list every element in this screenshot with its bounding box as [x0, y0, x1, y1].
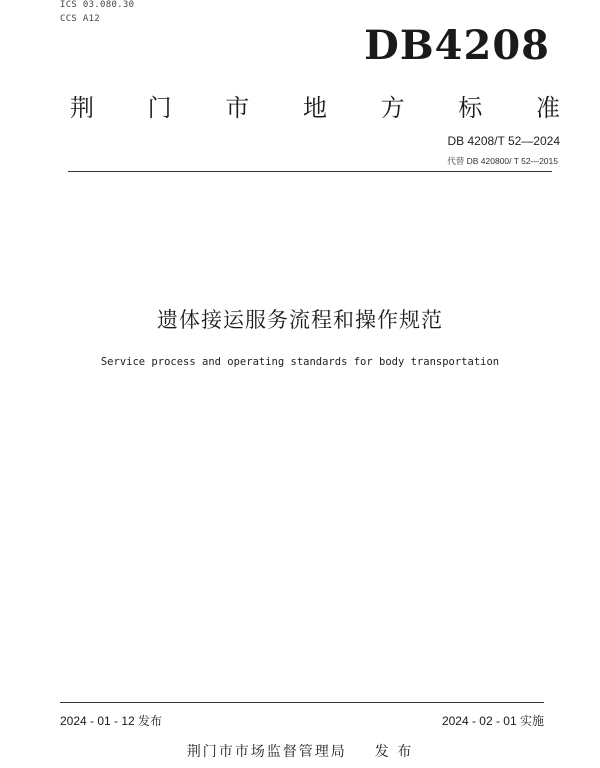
standard-type-char: 市 [225, 94, 250, 122]
ccs-code: CCS A12 [60, 14, 101, 24]
standard-type-char: 荆 [70, 94, 94, 122]
implementation-date: 2024 - 02 - 01 实施 [441, 714, 544, 728]
replaces-standard: 代替 DB 420800/ T 52—2015 [447, 156, 558, 166]
document-title-zh: 遗体接运服务流程和操作规范 [157, 308, 443, 332]
issue-date: 2024 - 01 - 12 发布 [60, 714, 163, 728]
standard-type-heading [70, 88, 560, 123]
standard-type-char: 方 [380, 94, 405, 122]
publish-label: 发 布 [374, 744, 414, 760]
standard-type-char: 准 [535, 94, 560, 122]
standard-type-char: 标 [458, 94, 483, 122]
top-divider [68, 171, 552, 172]
standard-type-char: 地 [302, 94, 327, 122]
db-code: DB4208 [364, 22, 550, 69]
ics-code: ICS 03.080.30 [60, 0, 135, 10]
bottom-divider [60, 702, 544, 703]
standard-number: DB 4208/T 52—2024 [447, 134, 560, 148]
publisher-line [0, 741, 600, 761]
publisher-name: 荆门市市场监督管理局 [186, 744, 347, 760]
document-title-en: Service process and operating standards for body transportation [100, 356, 500, 368]
standard-type-char: 门 [147, 94, 172, 122]
